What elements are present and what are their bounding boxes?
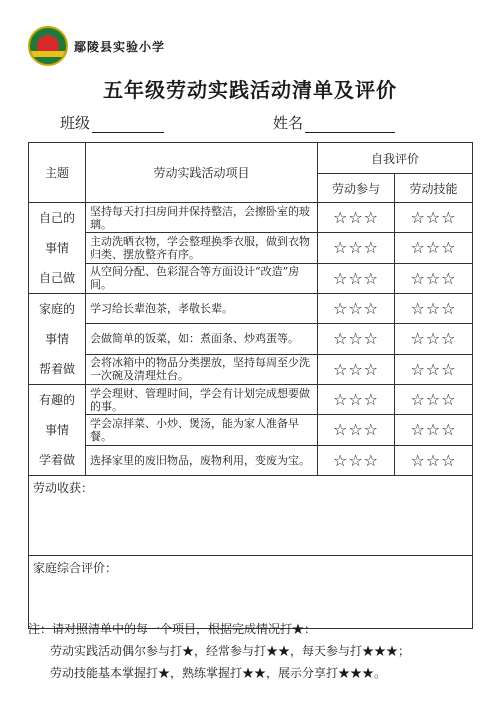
- table-row: [29, 294, 473, 324]
- skill-stars[interactable]: ☆☆☆: [395, 445, 473, 475]
- class-blank[interactable]: [92, 119, 164, 133]
- participation-stars[interactable]: ☆☆☆: [318, 445, 395, 475]
- header-skill: 劳动技能: [395, 174, 473, 203]
- name-blank[interactable]: [305, 119, 395, 133]
- skill-stars[interactable]: ☆☆☆: [395, 233, 473, 263]
- class-label: 班级: [60, 114, 91, 132]
- notes: [28, 618, 410, 684]
- page-title: 五年级劳动实践活动清单及评价: [103, 78, 397, 102]
- activity-item: 坚持每天打扫房间并保持整洁，会擦卧室的玻璃。: [86, 203, 318, 233]
- participation-stars[interactable]: ☆☆☆: [318, 354, 395, 384]
- name-field: [273, 112, 395, 133]
- header-participation: 劳动参与: [318, 174, 395, 203]
- table-row: [29, 354, 473, 384]
- table-row: [29, 203, 473, 233]
- family-eval-label: 家庭综合评价：: [33, 561, 118, 575]
- class-field: [60, 112, 164, 133]
- name-label: 姓名: [273, 114, 304, 132]
- participation-stars[interactable]: ☆☆☆: [318, 385, 395, 415]
- theme-cell: 自己的 事情 自己做: [29, 203, 86, 294]
- header-item: 劳动实践活动项目: [86, 143, 318, 203]
- note-line: 劳动技能基本掌握打★，熟练掌握打★★，展示分享打★★★。: [50, 666, 387, 680]
- skill-stars[interactable]: ☆☆☆: [395, 324, 473, 354]
- participation-stars[interactable]: ☆☆☆: [318, 203, 395, 233]
- participation-stars[interactable]: ☆☆☆: [318, 324, 395, 354]
- activity-item: 选择家里的废旧物品，废物利用，变废为宝。: [86, 445, 318, 475]
- skill-stars[interactable]: ☆☆☆: [395, 385, 473, 415]
- table-row: [29, 445, 473, 475]
- school-name: 鄢陵县实验小学: [74, 39, 166, 54]
- theme-cell: 家庭的 事情 帮着做: [29, 294, 86, 385]
- note-line: 劳动实践活动偶尔参与打★，经常参与打★★，每天参与打★★★；: [50, 644, 411, 658]
- skill-stars[interactable]: ☆☆☆: [395, 263, 473, 293]
- participation-stars[interactable]: ☆☆☆: [318, 263, 395, 293]
- skill-stars[interactable]: ☆☆☆: [395, 354, 473, 384]
- harvest-label: 劳动收获：: [33, 481, 94, 495]
- header-theme: 主题: [29, 143, 86, 203]
- table-row: [29, 233, 473, 263]
- header-self-eval: 自我评价: [318, 143, 473, 174]
- activity-table: [28, 142, 473, 629]
- activity-item: 学会理财、管理时间，学会有计划完成想要做的事。: [86, 385, 318, 415]
- skill-stars[interactable]: ☆☆☆: [395, 294, 473, 324]
- activity-item: 会做简单的饭菜，如：煮面条、炒鸡蛋等。: [86, 324, 318, 354]
- skill-stars[interactable]: ☆☆☆: [395, 203, 473, 233]
- activity-item: 学习给长辈泡茶，孝敬长辈。: [86, 294, 318, 324]
- table-row: [29, 385, 473, 415]
- activity-item: 学会凉拌菜、小炒、煲汤，能为家人准备早餐。: [86, 415, 318, 445]
- theme-cell: 有趣的 事情 学着做: [29, 385, 86, 476]
- school-logo: [28, 26, 68, 66]
- school-header: [28, 26, 165, 66]
- table-row: [29, 263, 473, 293]
- activity-item: 主动洗晒衣物，学会整理换季衣服，做到衣物归类、摆放整齐有序。: [86, 233, 318, 263]
- skill-stars[interactable]: ☆☆☆: [395, 415, 473, 445]
- participation-stars[interactable]: ☆☆☆: [318, 415, 395, 445]
- participation-stars[interactable]: ☆☆☆: [318, 233, 395, 263]
- activity-item: 会将冰箱中的物品分类摆放，坚持每周至少洗一次碗及清理灶台。: [86, 354, 318, 384]
- table-row: [29, 415, 473, 445]
- harvest-area[interactable]: [29, 476, 473, 556]
- table-row: [29, 324, 473, 354]
- participation-stars[interactable]: ☆☆☆: [318, 294, 395, 324]
- activity-item: 从空间分配、色彩混合等方面设计“改造”房间。: [86, 263, 318, 293]
- note-line: 注：请对照清单中的每一个项目，根据完成情况打★：: [28, 622, 317, 636]
